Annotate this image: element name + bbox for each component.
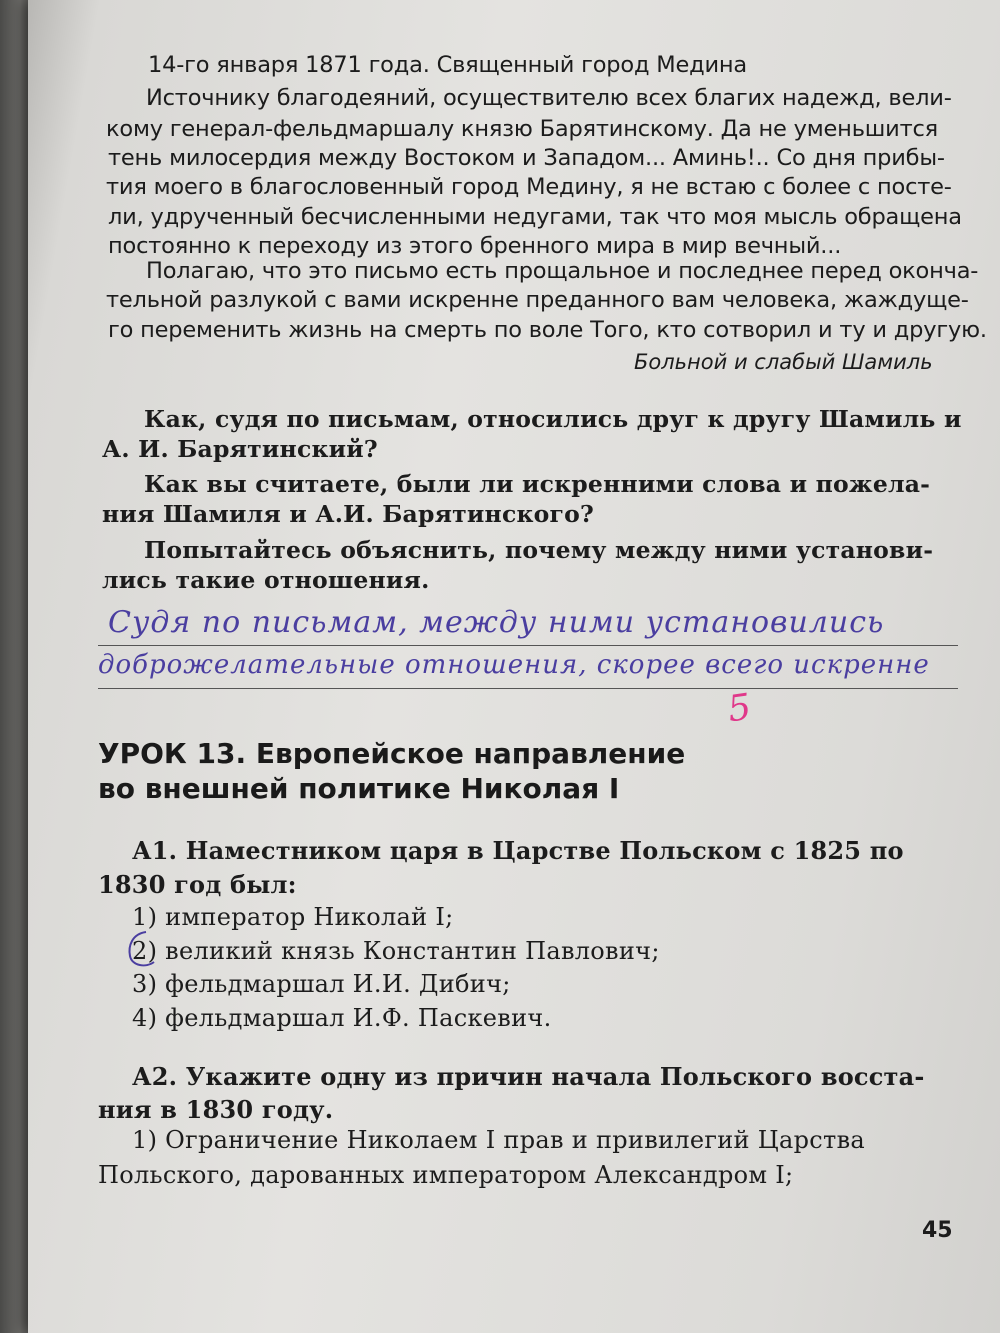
question-line: ния Шамиля и А.И. Барятинского? (102, 500, 594, 528)
question-line: Попытайтесь объяснить, почему между ними установи- (144, 536, 934, 564)
a1-option: 1) император Николай I; (132, 903, 454, 931)
letter-line: го переменить жизнь на смерть по воле Того, кто сотворил и ту и другую. (108, 317, 987, 343)
letter-line: тельной разлукой с вами искренне преданного вам человека, жаждуще- (106, 287, 969, 313)
handwritten-answer-line: Судя по письмам, между ними установились (108, 605, 885, 640)
letter-line: ли, удрученный бесчисленными недугами, так что моя мысль обращена (108, 204, 962, 230)
question-line: Как вы считаете, были ли искренними слова и пожела- (144, 470, 931, 498)
a1-question: 1830 год был: (98, 870, 297, 899)
a2-question: А2. Укажите одну из причин начала Польского восста- (132, 1062, 925, 1091)
answer-ruled-line (98, 688, 958, 689)
answer-ruled-line (98, 645, 958, 646)
page-number: 45 (922, 1218, 953, 1243)
a1-option: 4) фельдмаршал И.Ф. Паскевич. (132, 1004, 552, 1032)
question-line: лись такие отношения. (102, 566, 430, 594)
letter-date-line: 14-го января 1871 года. Священный город Медина (148, 52, 747, 78)
lesson-subtitle: во внешней политике Николая I (98, 772, 620, 805)
letter-line: кому генерал-фельдмаршалу князю Барятинскому. Да не уменьшится (106, 116, 938, 142)
a2-question: ния в 1830 году. (98, 1095, 334, 1124)
letter-line: Источнику благодеяний, осуществителю всех благих надежд, вели- (146, 85, 952, 111)
grade-mark: 5 (725, 686, 754, 731)
letter-line: Полагаю, что это письмо есть прощальное и последнее перед оконча- (146, 258, 979, 284)
letter-signature: Больной и слабый Шамиль (634, 350, 933, 374)
answer-circle-mark (124, 928, 164, 970)
textbook-page (28, 0, 1000, 1333)
a2-option: 1) Ограничение Николаем I прав и привилегий Царства (132, 1126, 865, 1154)
handwritten-answer-line: доброжелательные отношения, скорее всего искренне (98, 650, 930, 680)
letter-line: тень милосердия между Востоком и Западом... Аминь!.. Со дня прибы- (108, 145, 945, 171)
a1-option: 2) великий князь Константин Павлович; (132, 937, 660, 965)
lesson-title: УРОК 13. Европейское направление (98, 737, 686, 770)
letter-line: тия моего в благословенный город Медину, я не встаю с более с посте- (106, 174, 952, 200)
a1-question: А1. Наместником царя в Царстве Польском с 1825 по (132, 836, 904, 865)
a2-option: Польского, дарованных императором Александром I; (98, 1161, 794, 1189)
a1-option: 3) фельдмаршал И.И. Дибич; (132, 970, 511, 998)
question-line: Как, судя по письмам, относились друг к другу Шамиль и (144, 405, 962, 433)
question-line: А. И. Барятинский? (102, 435, 378, 463)
letter-line: постоянно к переходу из этого бренного мира в мир вечный... (108, 233, 842, 259)
